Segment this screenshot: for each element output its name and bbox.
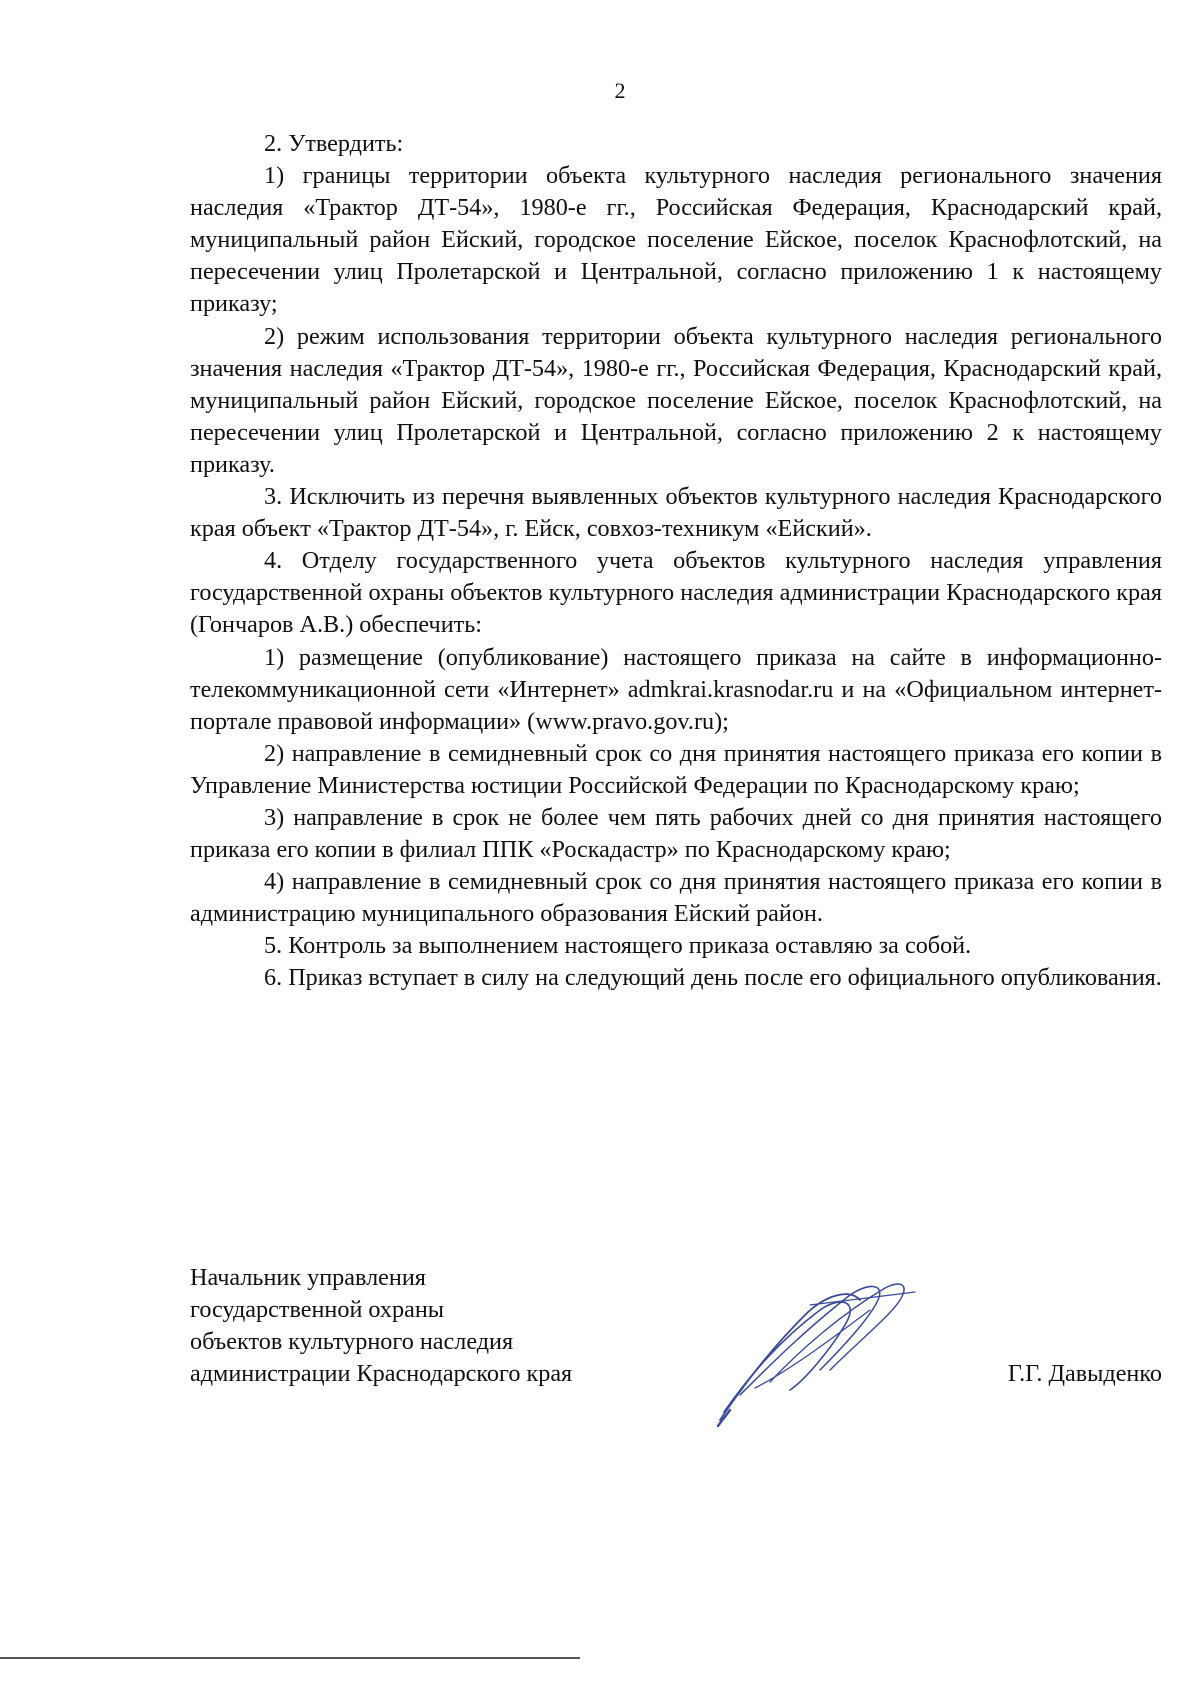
paragraph-copy-roskadastr: 3) направление в срок не более чем пять рабочих дней со дня принятия настоящего приказа его копии в филиал ППК «Роскадастр» по Краснодарскому краю; — [190, 803, 1162, 864]
order-body — [190, 128, 1162, 995]
paragraph-exclude: 3. Исключить из перечня выявленных объектов культурного наследия Краснодарского края объект «Трактор ДТ-54», г. Ейск, совхоз-техникум «Ейский». — [190, 483, 1162, 543]
signer-position-line: Начальник управления — [190, 1264, 426, 1291]
handwritten-signature — [710, 1270, 920, 1440]
signature-block — [190, 1262, 1162, 1422]
paragraph-publication: 1) размещение (опубликование) настоящего приказа на сайте в информационно-телекоммуникационной сети «Интернет» admkrai.krasnodar.ru и на «Официальном интернет-портале правовой информации» (www.pravo.gov.ru); — [190, 643, 1162, 735]
paragraph-department-ensure: 4. Отделу государственного учета объектов культурного наследия управления государственной охраны объектов культурного наследия администрации Краснодарского края (Гончаров А.В.) обеспечить: — [190, 547, 1162, 639]
signer-position-line: объектов культурного наследия — [190, 1328, 514, 1356]
paragraph-copy-municipality: 4) направление в семидневный срок со дня принятия настоящего приказа его копии в администрацию муниципального образования Ейский район. — [190, 868, 1162, 928]
signer-position — [190, 1262, 572, 1390]
signer-position-line: государственной охраны — [190, 1296, 445, 1324]
paragraph-effective-date: 6. Приказ вступает в силу на следующий день после его официального опубликования. — [264, 964, 1162, 992]
signer-name: Г.Г. Давыденко — [1007, 1360, 1162, 1387]
paragraph-approve: 2. Утвердить: — [264, 130, 404, 157]
paragraph-approve-regime: 2) режим использования территории объекта культурного наследия регионального значения наследия «Трактор ДТ-54», 1980-е гг., Российская Федерация, Краснодарский край, муниципальный район Ейский, городское поселение Ейское, поселок Краснофлотский, на пересечении улиц Пролетарской и Центральной, согласно приложению 2 к настоящему приказу. — [190, 322, 1162, 478]
page-number: 2 — [614, 78, 626, 103]
bottom-rule — [0, 1657, 580, 1659]
paragraph-copy-ministry-justice: 2) направление в семидневный срок со дня принятия настоящего приказа его копии в Управление Министерства юстиции Российской Федерации по Краснодарскому краю; — [190, 739, 1162, 799]
paragraph-control: 5. Контроль за выполнением настоящего приказа оставляю за собой. — [264, 932, 972, 960]
signer-position-line: администрации Краснодарского края — [190, 1360, 573, 1388]
paragraph-approve-boundaries: 1) границы территории объекта культурного наследия регионального значения наследия «Трактор ДТ-54», 1980-е гг., Российская Федерация, Краснодарский край, муниципальный район Ейский, городское поселение Ейское, поселок Краснофлотский, на пересечении улиц Пролетарской и Центральной, согласно приложению 1 к настоящему приказу; — [190, 162, 1162, 318]
